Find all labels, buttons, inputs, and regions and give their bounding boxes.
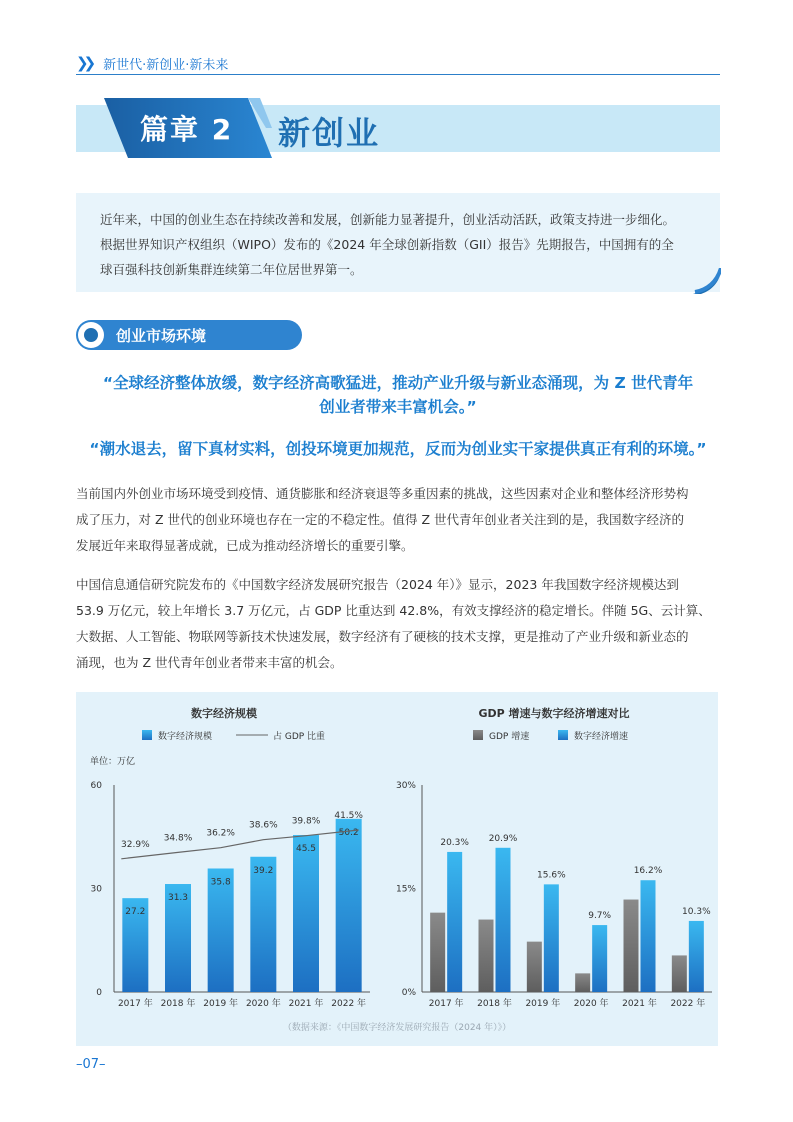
bullet-circle-icon [78,322,104,348]
chart2-xtick-label: 2021 年 [622,999,657,1009]
chart2-ytick-label: 15% [395,884,416,895]
quote-1-line-2: 创业者带来丰富机会。” [319,398,477,416]
chart1-legend-bar-swatch [142,730,152,740]
chart1-bar [293,835,319,992]
chapter-title: 新创业 [278,114,381,152]
chart1-share-label: 39.8% [291,816,321,827]
chart1-share-label: 41.5% [334,810,363,821]
intro-line: 球百强科技创新集群连续第二年位居世界第一。 [100,262,363,277]
paragraph-1 [76,481,722,559]
corner-swoosh-icon [693,268,721,294]
paragraph-line: 成了压力，对 Z 世代的创业环境也存在一定的不稳定性。值得 Z 世代青年创业者关注到的是，我国数字经济的 [76,512,685,527]
chart2-digital-bar [592,925,607,992]
double-chevron-icon: ❯❯ [76,54,92,72]
chart1-share-label: 36.2% [206,828,235,839]
section-heading [76,320,302,350]
chart2-digital-bar [544,884,559,992]
intro-line: 近年来，中国的创业生态在持续改善和发展，创新能力显著提升，创业活动活跃，政策支持进一步细化。 [100,212,676,227]
quote-2: “潮水退去，留下真材实料，创投环境更加规范，反而为创业实干家提供真正有利的环境。” [89,440,707,458]
chart2-digital-value-label: 16.2% [633,866,663,877]
quote-1-line-1: “全球经济整体放缓，数字经济高歌猛进，推动产业升级与新业态涌现，为 Z 世代青年 [102,374,694,392]
chart1-share-label: 34.8% [163,833,193,844]
paragraph-line: 中国信息通信研究院发布的《中国数字经济发展研究报告（2024 年）》显示，2023 年我国数字经济规模达到 [76,577,679,592]
chart2-legend-gdp-swatch [473,730,483,740]
intro-text [100,207,700,282]
header-divider [76,74,720,75]
chart2-digital-bar [689,921,704,992]
paragraph-2 [76,572,722,676]
chart-panel [76,692,718,1046]
chart2-gdp-bar [575,973,590,992]
chart1-unit-label: 单位：万亿 [90,757,136,767]
chart1-legend-bar-label: 数字经济规模 [158,732,213,742]
paragraph-line: 当前国内外创业市场环境受到疫情、通货膨胀和经济衰退等多重因素的挑战，这些因素对企业和整体经济形势构 [76,486,689,501]
chart1-xtick-label: 2020 年 [245,999,281,1009]
paragraph-line: 53.9 万亿元，较上年增长 3.7 万亿元，占 GDP 比重达到 42.8%，有效支撑经济的稳定增长。伴随 5G、云计算、 [76,603,711,618]
paragraph-line: 涌现，也为 Z 世代青年创业者带来丰富的机会。 [76,655,343,670]
chart1-xtick-label: 2022 年 [331,999,367,1009]
chart1-bar-value-label: 45.5 [295,844,317,855]
chart1-bar-value-label: 50.2 [338,827,359,838]
chart2-xtick-label: 2022 年 [670,999,706,1009]
section-title: 创业市场环境 [116,327,207,345]
chart2-xtick-label: 2017 年 [428,999,464,1009]
intro-line: 根据世界知识产权组织（WIPO）发布的《2024 年全球创新指数（GII）报告》先期报告，中国拥有的全 [100,237,674,252]
chart2-digital-bar [447,852,462,992]
chart1-ytick-label: 30 [90,884,102,895]
chart2-digital-bar [641,880,656,992]
chart2-digital-value-label: 15.6% [537,870,566,881]
chart1-xtick-label: 2019 年 [203,999,239,1009]
chart1-share-label: 32.9% [121,839,150,850]
chart2-xtick-label: 2018 年 [477,999,512,1009]
running-header [76,52,228,74]
chart1-xtick-label: 2018 年 [160,999,196,1009]
chart1-share-line [121,827,359,859]
chart1-share-label: 38.6% [249,820,278,831]
chart1-legend-line-label: 占 GDP 比重 [273,732,326,742]
chart2-gdp-bar [527,942,542,992]
chart1-xtick-label: 2021 年 [288,999,324,1009]
chart2-digital-value-label: 9.7% [588,911,612,922]
chart1-bar-value-label: 27.2 [125,907,146,918]
chart2-gdp-bar [624,900,639,992]
chart2-gdp-bar [479,920,494,992]
source-note: （数据来源：《中国数字经济发展研究报告（2024 年）》） [282,1023,512,1033]
chart1-bar-value-label: 39.2 [253,865,274,876]
chart2-digital-value-label: 20.9% [488,833,518,844]
chart2-legend-gdp-label: GDP 增速 [489,732,530,742]
chapter-number: 篇章 2 [140,113,234,146]
charts-svg [76,692,718,1046]
chart1-title: 数字经济规模 [191,707,257,720]
chart1-bar [250,857,276,992]
chart2-legend-digital-swatch [558,730,568,740]
chart2-gdp-bar [672,955,687,992]
chart1-bar-value-label: 31.3 [167,893,189,904]
running-header-title: 新世代·新创业·新未来 [103,57,229,73]
chart2-xtick-label: 2020 年 [573,999,609,1009]
chart1-xtick-label: 2017 年 [117,999,153,1009]
chart2-digital-value-label: 10.3% [682,906,711,917]
chart2-title: GDP 增速与数字经济增速对比 [478,707,630,720]
chart2-ytick-label: 0% [401,988,416,998]
chart2-digital-bar [496,848,511,992]
paragraph-line: 大数据、人工智能、物联网等新技术快速发展，数字经济有了硬核的技术支撑，更是推动了产业升级和新业态的 [76,629,689,644]
paragraph-line: 发展近年来取得显著成就，已成为推动经济增长的重要引擎。 [76,538,414,553]
chart2-digital-value-label: 20.3% [440,837,469,848]
chart2-gdp-bar [430,913,445,992]
chart2-legend-digital-label: 数字经济增速 [574,732,629,742]
chart1-ytick-label: 60 [90,781,102,791]
chart2-ytick-label: 30% [395,781,416,791]
chart1-bar [336,819,362,992]
chart1-bar-value-label: 35.8 [210,877,231,888]
chart1-ytick-label: 0 [96,988,102,998]
chapter-tag [104,98,272,158]
chart2-xtick-label: 2019 年 [525,999,561,1009]
quote-1 [76,371,720,419]
page-number: –07– [76,1057,106,1072]
